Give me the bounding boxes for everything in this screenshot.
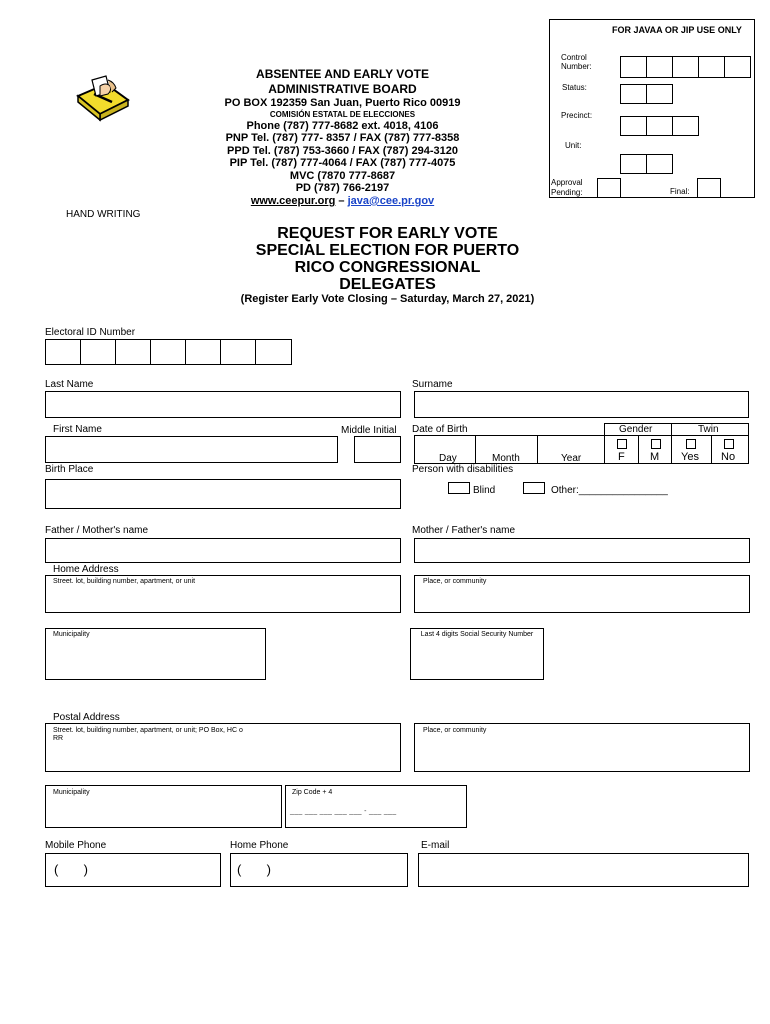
- other-checkbox[interactable]: [523, 482, 545, 494]
- dob-divider: [537, 435, 538, 464]
- last-name-field[interactable]: [45, 391, 401, 418]
- year-label: Year: [561, 453, 582, 464]
- postal-street-hint: Street. lot, building number, apartment, or unit; PO Box, HC o RR: [53, 727, 243, 742]
- header-pd: PD (787) 766-2197: [295, 182, 390, 194]
- date-of-birth-label: Date of Birth: [412, 424, 468, 435]
- gender-m-label: M: [650, 451, 660, 463]
- electoral-id-cell[interactable]: [80, 339, 116, 365]
- twin-header-line: [671, 435, 749, 436]
- website-link[interactable]: www.ceepur.org: [250, 195, 336, 207]
- electoral-id-cell[interactable]: [45, 339, 81, 365]
- twin-no-label: No: [721, 451, 736, 463]
- status-label: Status:: [562, 83, 587, 92]
- control-number-cell[interactable]: [620, 56, 647, 78]
- home-street-hint: Street. lot, building number, apartment, or unit: [53, 578, 196, 585]
- surname-label: Surname: [412, 379, 453, 390]
- month-label: Month: [492, 453, 520, 464]
- mobile-phone-label: Mobile Phone: [45, 840, 107, 851]
- postal-place-hint: Place, or community: [423, 727, 487, 734]
- approval-pending-cell[interactable]: [597, 178, 621, 198]
- other-label: Other:________________: [551, 485, 668, 496]
- home-phone-paren: ( ): [237, 862, 271, 877]
- middle-initial-field[interactable]: [354, 436, 401, 463]
- blind-checkbox[interactable]: [448, 482, 470, 494]
- closing-date: (Register Early Vote Closing – Saturday, March 27, 2021): [240, 293, 535, 305]
- header-commission: COMISIÓN ESTATAL DE ELECCIONES: [269, 110, 416, 119]
- unit-cell[interactable]: [646, 154, 673, 174]
- header-line1: ABSENTEE AND EARLY VOTE: [256, 67, 429, 81]
- dob-divider: [475, 435, 476, 464]
- mother-father-field[interactable]: [414, 538, 750, 563]
- precinct-cell[interactable]: [646, 116, 673, 136]
- header-links: [190, 195, 495, 208]
- gender-f-label: F: [618, 451, 625, 463]
- home-municipality-hint: Municipality: [53, 631, 90, 638]
- birth-place-label: Birth Place: [45, 464, 94, 475]
- electoral-id-label: Electoral ID Number: [45, 327, 136, 338]
- status-cell[interactable]: [646, 84, 673, 104]
- title-line3: RICO CONGRESSIONAL: [294, 259, 481, 276]
- approval-pending-label: Approval Pending:: [551, 178, 583, 197]
- control-number-cell[interactable]: [646, 56, 673, 78]
- electoral-id-cell[interactable]: [185, 339, 221, 365]
- unit-cell[interactable]: [620, 154, 647, 174]
- blind-label: Blind: [473, 485, 496, 496]
- control-number-cell[interactable]: [672, 56, 699, 78]
- header-phone: Phone (787) 777-8682 ext. 4018, 4106: [246, 120, 439, 132]
- title-line2: SPECIAL ELECTION FOR PUERTO: [255, 242, 520, 259]
- twin-yes-checkbox[interactable]: [686, 439, 696, 449]
- header-po-box: PO BOX 192359 San Juan, Puerto Rico 00919: [224, 97, 461, 109]
- gender-divider: [638, 435, 639, 464]
- gender-m-checkbox[interactable]: [651, 439, 661, 449]
- postal-municipality-hint: Municipality: [53, 789, 90, 796]
- father-mother-field[interactable]: [45, 538, 401, 563]
- twin-label: Twin: [698, 424, 719, 435]
- precinct-cell[interactable]: [620, 116, 647, 136]
- zip-code-blanks: ___ ___ ___ ___ ___ - ___ ___: [290, 808, 397, 815]
- final-cell[interactable]: [697, 178, 721, 198]
- precinct-cell[interactable]: [672, 116, 699, 136]
- postal-address-label: Postal Address: [53, 712, 120, 723]
- status-cell[interactable]: [620, 84, 647, 104]
- final-label: Final:: [670, 187, 690, 196]
- handwriting-note: HAND WRITING: [66, 209, 141, 220]
- control-number-label: Control Number:: [561, 53, 592, 71]
- disabilities-label: Person with disabilities: [412, 464, 514, 475]
- birth-place-field[interactable]: [45, 479, 401, 509]
- father-mother-label: Father / Mother's name: [45, 525, 149, 536]
- email-field[interactable]: [418, 853, 749, 887]
- link-separator: –: [335, 195, 348, 207]
- home-address-label: Home Address: [53, 564, 119, 575]
- electoral-id-cell[interactable]: [220, 339, 256, 365]
- gender-f-checkbox[interactable]: [617, 439, 627, 449]
- office-use-title: FOR JAVAA OR JIP USE ONLY: [612, 25, 742, 35]
- header-ppd: PPD Tel. (787) 753-3660 / FAX (787) 294-3120: [227, 145, 458, 157]
- day-label: Day: [439, 453, 457, 464]
- header-pip: PIP Tel. (787) 777-4064 / FAX (787) 777-4075: [229, 157, 456, 169]
- first-name-field[interactable]: [45, 436, 338, 463]
- electoral-id-cell[interactable]: [115, 339, 151, 365]
- control-number-cell[interactable]: [698, 56, 725, 78]
- home-place-hint: Place, or community: [423, 578, 487, 585]
- header-pnp: PNP Tel. (787) 777- 8357 / FAX (787) 777-8358: [225, 132, 460, 144]
- electoral-id-cell[interactable]: [255, 339, 292, 365]
- twin-divider: [711, 435, 712, 464]
- email-link[interactable]: java@cee.pr.gov: [347, 195, 435, 207]
- mother-father-label: Mother / Father's name: [412, 525, 516, 536]
- mobile-phone-paren: ( ): [54, 862, 88, 877]
- ballot-box-logo: [72, 72, 134, 122]
- electoral-id-cell[interactable]: [150, 339, 186, 365]
- gender-label: Gender: [619, 424, 653, 435]
- header-mvc: MVC (7870 777-8687: [289, 170, 396, 182]
- precinct-label: Precinct:: [561, 111, 593, 120]
- unit-label: Unit:: [565, 141, 582, 150]
- surname-field[interactable]: [414, 391, 749, 418]
- home-phone-label: Home Phone: [230, 840, 289, 851]
- zip-code-hint: Zip Code + 4: [292, 789, 333, 796]
- control-number-cell[interactable]: [724, 56, 751, 78]
- title-line4: DELEGATES: [339, 276, 436, 293]
- last-name-label: Last Name: [45, 379, 94, 390]
- title-line1: REQUEST FOR EARLY VOTE: [277, 225, 498, 242]
- header-line2: ADMINISTRATIVE BOARD: [268, 82, 417, 96]
- ssn-hint: Last 4 digits Social Security Number: [420, 631, 534, 638]
- twin-yes-label: Yes: [681, 451, 699, 463]
- middle-initial-label: Middle Initial: [341, 425, 397, 436]
- email-label: E-mail: [421, 840, 450, 851]
- first-name-label: First Name: [53, 424, 102, 435]
- twin-no-checkbox[interactable]: [724, 439, 734, 449]
